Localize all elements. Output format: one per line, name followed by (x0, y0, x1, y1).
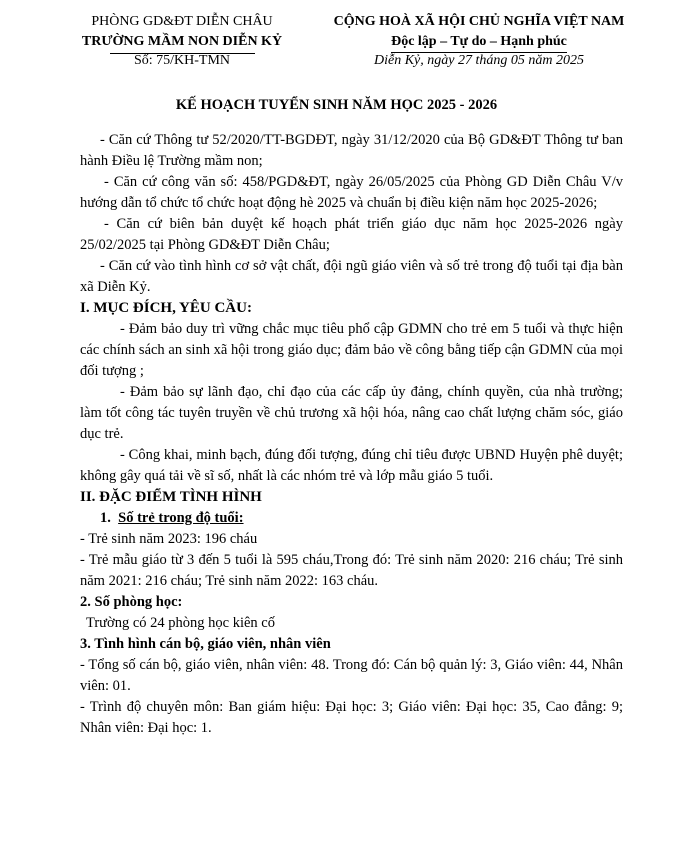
country-name: CỘNG HOÀ XÃ HỘI CHỦ NGHĨA VIỆT NAM (333, 14, 625, 29)
basis-item: - Căn cứ biên bản duyệt kế hoạch phát triển giáo dục năm học 2025-2026 ngày 25/02/2025 tại Phòng GD&ĐT Diễn Châu; (80, 216, 623, 253)
staff-line: - Tổng số cán bộ, giáo viên, nhân viên: 48. Trong đó: Cán bộ quản lý: 3, Giáo viên: 44, Nhân viên: 01. (80, 657, 623, 694)
department-name: PHÒNG GD&ĐT DIỄN CHÂU (91, 14, 273, 29)
subsection-3-heading: 3. Tình hình cán bộ, giáo viên, nhân viên (80, 636, 331, 652)
subsection-1-number: 1. (100, 510, 111, 526)
purpose-item: - Công khai, minh bạch, đúng đối tượng, đúng chỉ tiêu được UBND Huyện phê duyệt; không gây quá tải về sĩ số, nhất là các nhóm trẻ và lớp mẫu giáo 5 tuổi. (80, 447, 623, 484)
subsection-1-heading (80, 508, 623, 529)
purpose-item: - Đảm bảo sự lãnh đạo, chỉ đạo của các cấp ủy đảng, chính quyền, của nhà trường; làm tốt công tác tuyên truyền về chủ trương xã hội hóa, nâng cao chất lượng chăm sóc, giáo dục trẻ. (80, 384, 623, 442)
place-date: Diễn Kỷ, ngày 27 tháng 05 năm 2025 (374, 53, 584, 68)
basis-item: - Căn cứ Thông tư 52/2020/TT-BGDĐT, ngày 31/12/2020 của Bộ GD&ĐT Thông tư ban hành Điều lệ Trường mầm non; (80, 132, 623, 169)
national-motto: Độc lập – Tự do – Hạnh phúc (391, 32, 567, 53)
subsection-1-title: Số trẻ trong độ tuổi: (118, 510, 244, 526)
document-title: KẾ HOẠCH TUYỂN SINH NĂM HỌC 2025 - 2026 (175, 97, 498, 113)
document-number: Số: 75/KH-TMN (133, 53, 231, 68)
basis-item: - Căn cứ công văn số: 458/PGD&ĐT, ngày 26/05/2025 của Phòng GD Diễn Châu V/v hướng dẫn tổ chức tổ chức hoạt động hè 2025 và chuẩn bị điều kiện năm học 2025-2026; (80, 174, 623, 211)
school-name: TRƯỜNG MẦM NON DIỄN KỶ (81, 34, 283, 49)
staff-line: - Trình độ chuyên môn: Ban giám hiệu: Đại học: 3; Giáo viên: Đại học: 35, Cao đẳng: 9; Nhân viên: Đại học: 1. (80, 699, 623, 736)
section-heading-2: II. ĐẶC ĐIỂM TÌNH HÌNH (80, 489, 262, 505)
basis-item: - Căn cứ vào tình hình cơ sở vật chất, đội ngũ giáo viên và số trẻ trong độ tuổi tại địa bàn xã Diễn Kỷ. (80, 258, 623, 295)
header-right (318, 12, 640, 53)
stat-line: - Trẻ mẫu giáo từ 3 đến 5 tuổi là 595 cháu,Trong đó: Trẻ sinh năm 2020: 216 cháu; Trẻ sinh năm 2021: 216 cháu; Trẻ sinh năm 2022: 163 cháu. (80, 552, 623, 589)
purpose-item: - Đảm bảo duy trì vững chắc mục tiêu phổ cập GDMN cho trẻ em 5 tuổi và thực hiện các chính sách an sinh xã hội trong giáo dục; đảm bảo về công bằng tiếp cận GDMN của mọi đối tượng ; (80, 321, 623, 379)
classroom-line: Trường có 24 phòng học kiên cố (86, 615, 275, 631)
subsection-2-heading: 2. Số phòng học: (80, 594, 183, 610)
section-heading-1: I. MỤC ĐÍCH, YÊU CẦU: (80, 300, 252, 316)
document-body (80, 130, 623, 739)
header-left (62, 12, 302, 52)
stat-line: - Trẻ sinh năm 2023: 196 cháu (80, 531, 258, 547)
